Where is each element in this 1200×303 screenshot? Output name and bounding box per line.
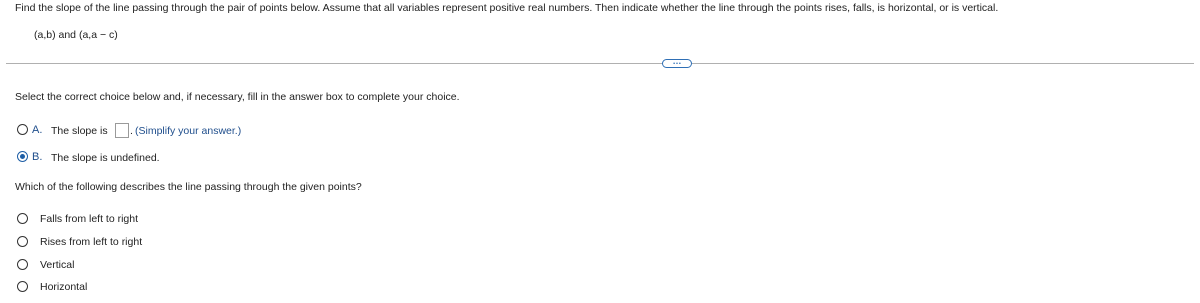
option-rises-label[interactable]: Rises from left to right [40,236,143,248]
choice-a-letter: A. [32,124,43,136]
separator-line [6,63,1194,64]
choice-a-period: . [130,125,133,137]
ellipsis-icon: … [672,56,682,66]
choice-b-radio[interactable] [17,151,28,162]
option-horizontal-radio[interactable] [17,281,28,292]
option-horizontal-label[interactable]: Horizontal [40,281,88,293]
option-rises-radio[interactable] [17,236,28,247]
option-vertical-radio[interactable] [17,259,28,270]
choice-b-text: The slope is undefined. [51,152,160,164]
choice-a-radio[interactable] [17,124,28,135]
choice-b-letter: B. [32,151,43,163]
instruction-text: Select the correct choice below and, if necessary, fill in the answer box to complete your choice. [15,91,460,103]
points-expression: (a,b) and (a,a − c) [34,29,118,41]
question2-prompt: Which of the following describes the line passing through the given points? [15,181,362,193]
simplify-hint: (Simplify your answer.) [135,125,242,137]
slope-answer-box[interactable] [115,123,129,138]
option-falls-radio[interactable] [17,213,28,224]
question-prompt: Find the slope of the line passing through the pair of points below. Assume that all variables represent positive real numbers. Then indicate whether the line through the points rises, falls, is horizontal, or is vertical. [15,2,999,14]
option-falls-label[interactable]: Falls from left to right [40,213,139,225]
choice-a-text: The slope is [51,125,108,137]
more-options-button[interactable] [662,56,692,68]
option-vertical-label[interactable]: Vertical [40,259,75,271]
